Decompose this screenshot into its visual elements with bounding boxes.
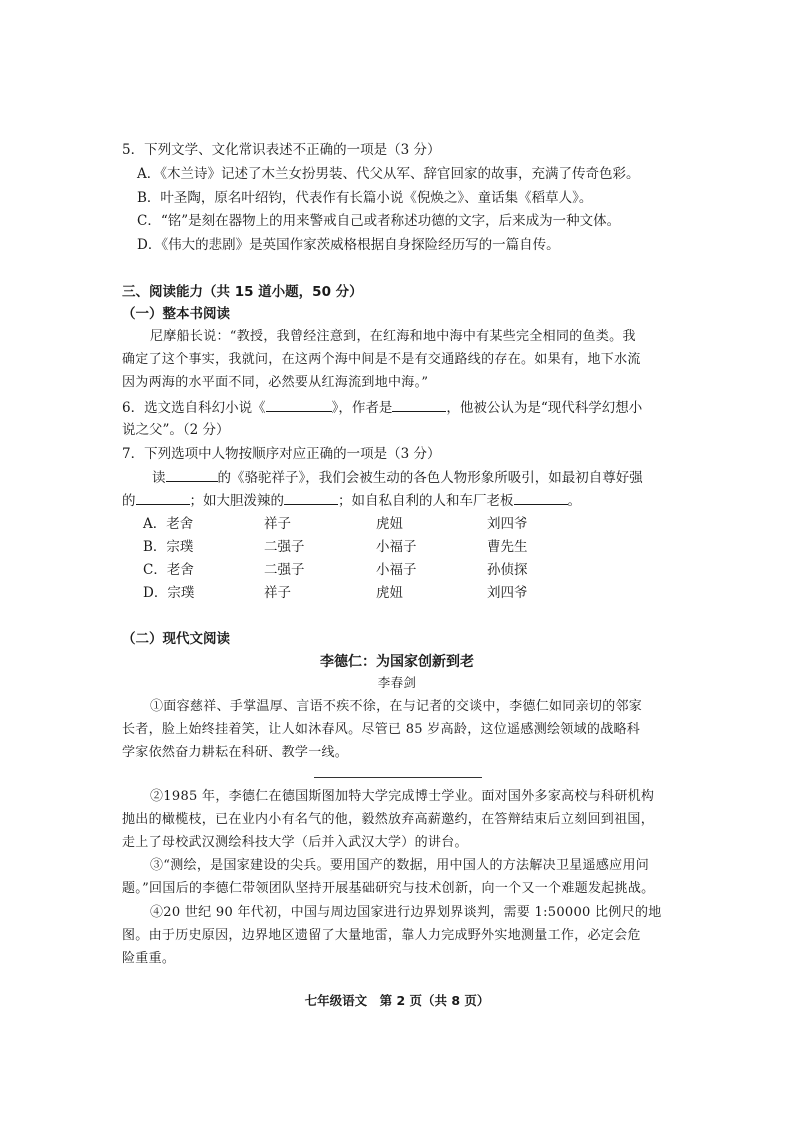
para-2-line-2: 抛出的橄榄枝，已在业内小有名气的他，毅然放弃高薪邀约，在答辩结束后立刻回到祖国， [122,812,655,827]
q7-option-a-4: 刘四爷 [487,516,528,532]
q7-option-a-2: 祥子 [264,516,291,532]
q7-option-b-3: 小福子 [376,539,417,555]
q5-option-d: D．《伟大的悲剧》是英国作家茨威格根据自身探险经历写的一篇自传。 [137,237,560,253]
q7-text-l1b: 的《骆驼祥子》，我们会被生动的各色人物形象所吸引，如最初自尊好强 [217,470,643,486]
q7-option-c-1: C．老舍 [143,562,194,578]
q7-blank-2[interactable] [284,490,338,505]
excerpt-line-3: 因为两海的水平面不同，必然要从红海流到地中海。” [122,375,429,390]
para-2-line-3: 走上了母校武汉测绘科技大学（后并入武汉大学）的讲台。 [122,835,468,850]
q7-blank-author[interactable] [166,467,218,482]
q7-text-l2c: ；如自私自利的人和车厂老板 [338,493,514,509]
excerpt-line-1: 尼摩船长说：“教授，我曾经注意到，在红海和地中海中有某些完全相同的鱼类。我 [150,329,636,344]
q7-line-2 [122,490,581,511]
q7-option-c-2: 二强子 [264,562,305,578]
q7-option-a-3: 虎妞 [376,516,403,532]
para-1-line-2: 长者，脸上始终挂着笑，让人如沐春风。尽管已 85 岁高龄，这位遥感测绘领域的战略科 [122,722,641,737]
q7-option-c-4: 孙侦探 [487,562,528,578]
q7-text-l2b: ；如大胆泼辣的 [189,493,284,509]
q6-blank-author[interactable] [392,397,446,412]
q7-option-a-1: A．老舍 [143,516,194,532]
article-title: 李德仁：为国家创新到老 [320,654,474,670]
para-3-line-1: ③“测绘，是国家建设的尖兵。要用国产的数据，用中国人的方法解决卫星遥感应用问 [150,858,650,873]
para-4-line-2: 图。由于历史原因，边界地区遗留了大量地雷，靠人力完成野外实地测量工作，必定会危 [122,928,641,943]
q6-text-c: ，他被公认为是“现代科学幻想小 [446,400,643,416]
page-footer: 七年级语文 第 2 页（共 8 页） [304,993,490,1008]
para-3-line-2: 题。”回国后的李德仁带领团队坚持开展基础研究与技术创新，向一个又一个难题发起挑战。 [122,881,655,896]
part2-heading: （二）现代文阅读 [122,631,230,647]
para-2-line-1: ②1985 年，李德仁在德国斯图加特大学完成博士学业。面对国外多家高校与科研机构 [150,789,655,804]
q7-option-c-3: 小福子 [376,562,417,578]
q5-option-b: B．叶圣陶，原名叶绍钧，代表作有长篇小说《倪焕之》、童话集《稻草人》。 [137,190,593,206]
q6-blank-book[interactable] [266,397,332,412]
q7-option-b-4: 曹先生 [487,539,528,555]
q7-text-l1a: 读 [152,470,166,486]
para-4-line-1: ④20 世纪 90 年代初，中国与周边国家进行边界划界谈判，需要 1:50000 比例尺的地 [150,905,662,920]
section3-heading: 三、阅读能力（共 15 道小题，50 分） [122,284,363,300]
part1-heading: （一）整本书阅读 [122,306,230,322]
divider-line [314,777,482,778]
q7-text-l2a: 的 [122,493,136,509]
q6-text-a: 6．选文选自科幻小说《 [122,400,266,416]
q7-blank-3[interactable] [514,490,568,505]
q7-line-1 [152,467,643,488]
para-1-line-1: ①面容慈祥、手掌温厚、言语不疾不徐，在与记者的交谈中，李德仁如同亲切的邻家 [150,699,643,714]
q6-line-1 [122,397,642,418]
q6-text-b: 》，作者是 [331,400,393,416]
q7-stem: 7．下列选项中人物按顺序对应正确的一项是（3 分） [122,446,441,462]
q7-text-l2d: 。 [567,493,581,509]
q7-option-b-2: 二强子 [264,539,305,555]
q7-option-d-4: 刘四爷 [487,585,528,601]
q7-option-d-2: 祥子 [264,585,291,601]
q5-option-a: A．《木兰诗》记述了木兰女扮男装、代父从军、辞官回家的故事，充满了传奇色彩。 [137,166,640,182]
excerpt-line-2: 确定了这个事实，我就问，在这两个海中间是不是有交通路线的存在。如果有，地下水流 [122,352,641,367]
q7-blank-1[interactable] [136,490,190,505]
q7-option-d-1: D．宗璞 [143,585,195,601]
para-4-line-3: 险重重。 [122,951,176,966]
article-author: 李春剑 [377,675,417,690]
para-1-line-3: 学家依然奋力耕耘在科研、教学一线。 [122,745,349,760]
q5-stem: 5．下列文学、文化常识表述不正确的一项是（3 分） [122,142,441,158]
q7-option-b-1: B．宗璞 [143,539,194,555]
q7-option-d-3: 虎妞 [376,585,403,601]
q5-option-c: C．“铭”是刻在器物上的用来警戒自己或者称述功德的文字，后来成为一种文体。 [137,213,621,229]
q6-line-2: 说之父”。（2 分） [122,422,230,438]
